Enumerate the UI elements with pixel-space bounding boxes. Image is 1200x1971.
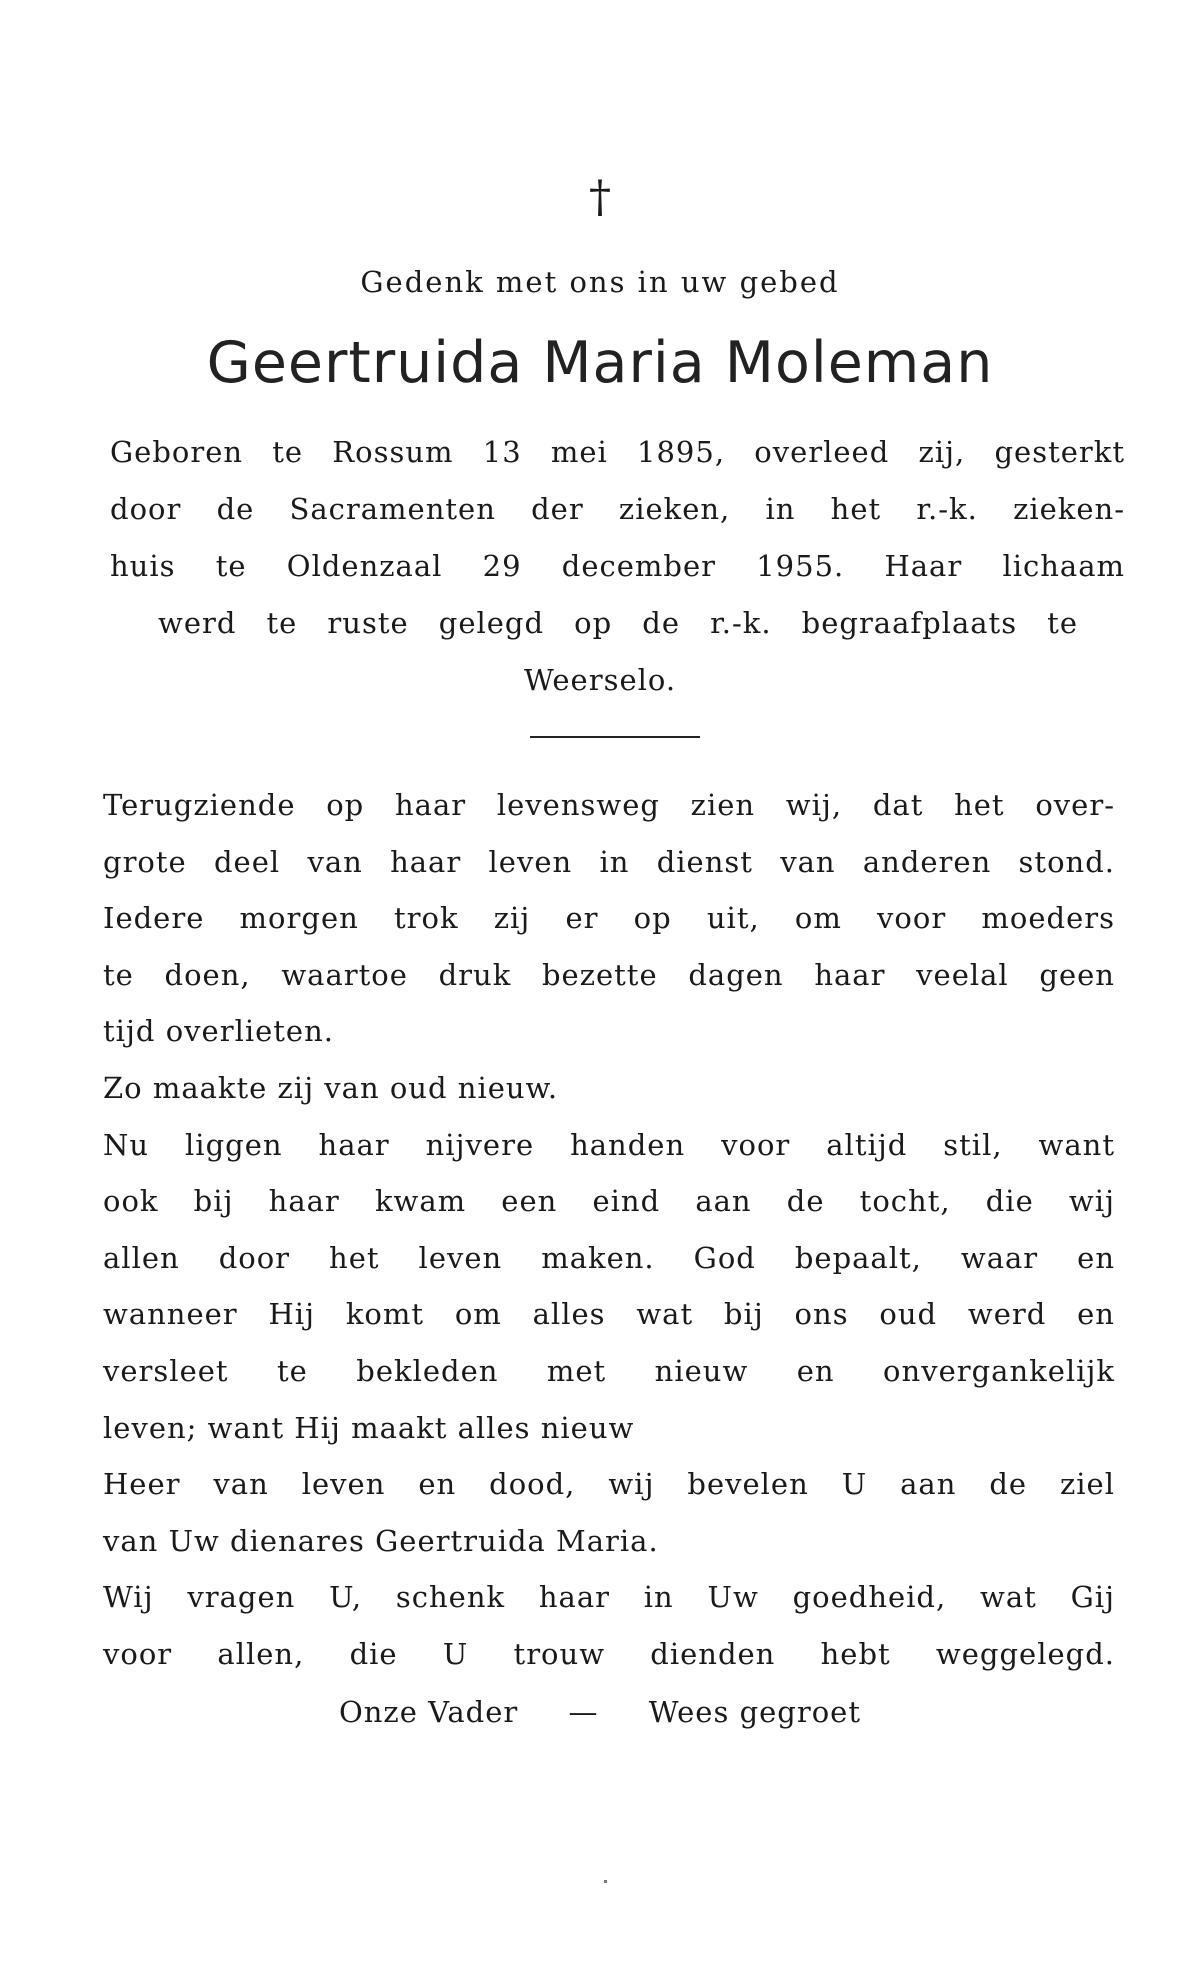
- text-line: tijd overlieten.: [103, 1014, 334, 1049]
- text-line: grote deel van haar leven in dienst van anderen stond.: [103, 844, 1115, 879]
- text-line: voor allen, die U trouw dienden hebt weggelegd.: [103, 1637, 1115, 1671]
- intro-text: Gedenk met ons in uw gebed: [360, 265, 840, 299]
- text-line: Terugziende op haar levensweg zien wij, dat het over-: [103, 788, 1115, 822]
- bio-line: Weerselo.: [523, 663, 677, 697]
- text-line: te doen, waartoe druk bezette dagen haar veelal geen: [103, 957, 1115, 992]
- prayers: [0, 1692, 1200, 1732]
- speck: [604, 1880, 607, 1883]
- bio-line: Geboren te Rossum 13 mei 1895, overleed zij, gesterkt: [110, 435, 1125, 469]
- prayer-wees-gegroet: Wees gegroet: [648, 1695, 861, 1729]
- text-line: allen door het leven maken. God bepaalt, waar en: [103, 1240, 1115, 1275]
- prayer-separator: —: [568, 1695, 599, 1729]
- text-line: van Uw dienares Geertruida Maria.: [103, 1523, 659, 1558]
- text-line: ook bij haar kwam een eind aan de tocht, die wij: [103, 1184, 1115, 1219]
- text-line: Wij vragen U, schenk haar in Uw goedheid, wat Gij: [103, 1580, 1115, 1615]
- text-line: Zo maakte zij van oud nieuw.: [103, 1071, 559, 1105]
- divider: [530, 736, 700, 738]
- text-line: wanneer Hij komt om alles wat bij ons oud werd en: [103, 1297, 1115, 1332]
- text-line: Nu liggen haar nijvere handen voor altijd stil, want: [103, 1127, 1115, 1162]
- text-line: Heer van leven en dood, wij bevelen U aan de ziel: [103, 1467, 1115, 1502]
- deceased-name: Geertruida Maria Moleman: [206, 330, 994, 396]
- bio-line: door de Sacramenten der zieken, in het r.-k. zieken-: [110, 492, 1125, 526]
- prayer-onze-vader: Onze Vader: [338, 1695, 519, 1729]
- text-line: Iedere morgen trok zij er op uit, om voor moeders: [103, 901, 1115, 936]
- bio-line: huis te Oldenzaal 29 december 1955. Haar lichaam: [110, 549, 1125, 583]
- text-line: versleet te bekleden met nieuw en onvergankelijk: [103, 1354, 1115, 1388]
- text-line: leven; want Hij maakt alles nieuw: [103, 1410, 635, 1445]
- cross-symbol: †: [589, 172, 611, 223]
- bio-line: werd te ruste gelegd op de r.-k. begraafplaats te: [158, 606, 1078, 640]
